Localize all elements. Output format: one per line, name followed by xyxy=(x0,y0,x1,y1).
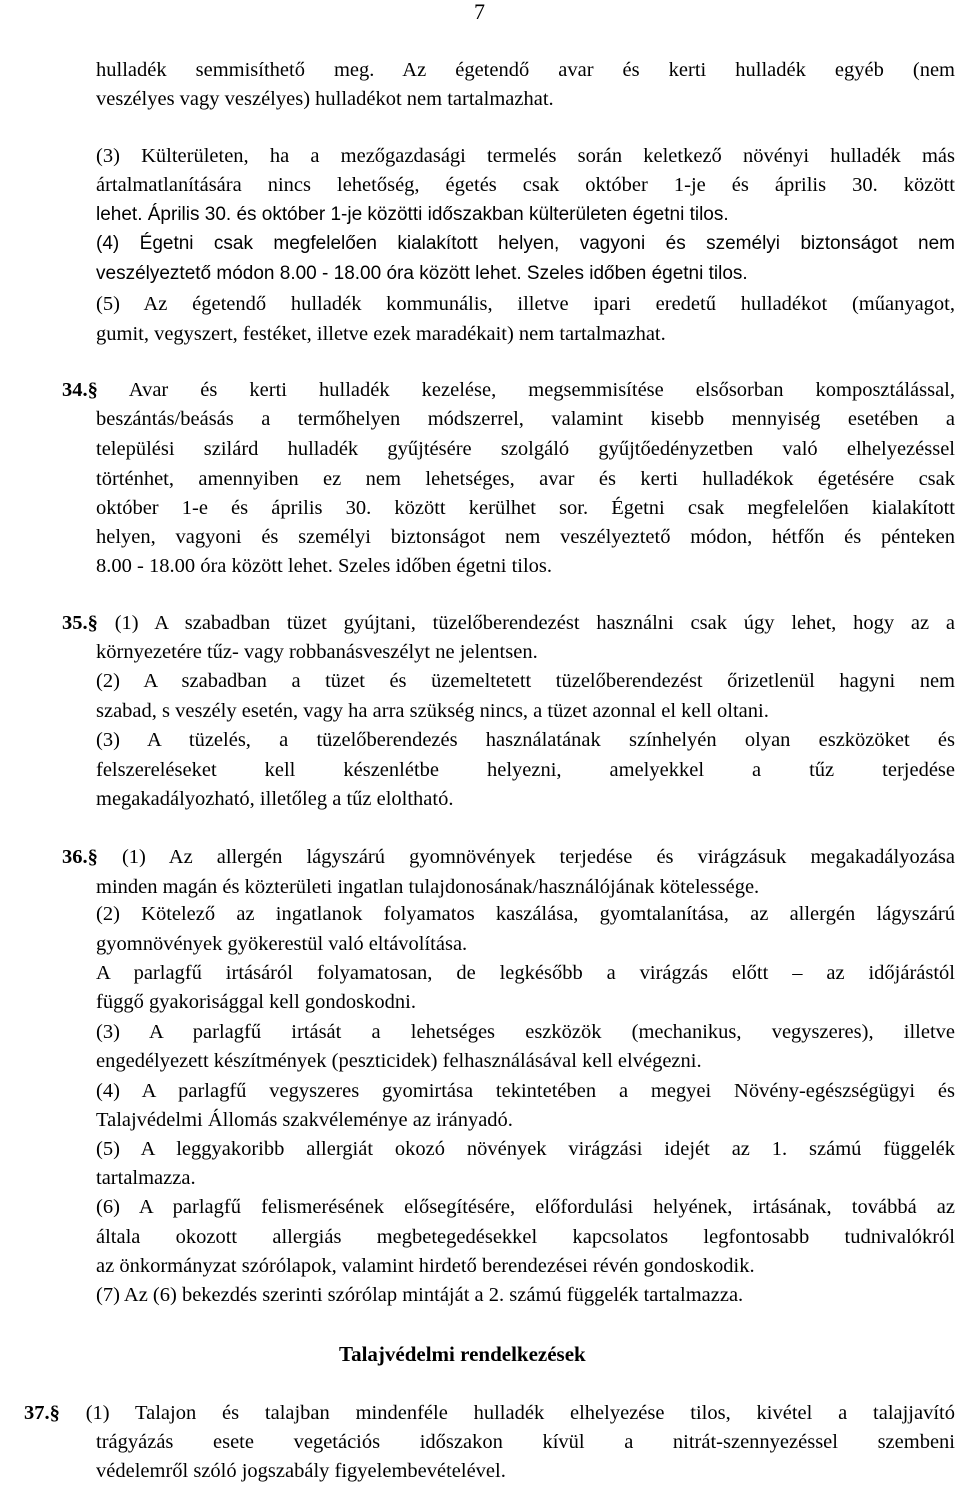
text-line xyxy=(96,669,955,693)
text-line xyxy=(96,902,955,926)
line-text: ártalmatlanítására nincs lehetőség, égetés csak október 1-je és április 30. között xyxy=(96,174,955,196)
line-text: engedélyezett készítmények (peszticidek) felhasználásával kell elvégezni. xyxy=(96,1050,702,1072)
text-line xyxy=(62,378,955,402)
text-line xyxy=(62,611,955,635)
line-text: minden magán és közterületi ingatlan tulajdonosának/használójának kötelessége. xyxy=(96,876,760,898)
line-text: (4) A parlagfű vegyszeres gyomirtása tekintetében a megyei Növény-egészségügyi és xyxy=(96,1080,955,1102)
section-number: 35.§ xyxy=(62,612,98,634)
text-line xyxy=(96,554,552,578)
text-line xyxy=(96,322,666,346)
text-line xyxy=(96,1283,743,1307)
section-number: 36.§ xyxy=(62,846,98,868)
text-line xyxy=(96,58,955,82)
line-text: beszántás/beásás a termőhelyen módszerrel, valamint kisebb mennyiség esetében a xyxy=(96,408,955,430)
line-text: gumit, vegyszert, festéket, illetve ezek maradékait) nem tartalmazhat. xyxy=(96,323,666,345)
line-text: 8.00 - 18.00 óra között lehet. Szeles időben égetni tilos. xyxy=(96,555,553,577)
text-line xyxy=(96,1108,513,1132)
text-line xyxy=(96,1137,955,1161)
text-line xyxy=(96,1166,196,1190)
text-line xyxy=(96,699,769,723)
line-text: szabad, s veszély esetén, vagy ha arra szükség nincs, a tüzet azonnal el kell oltani. xyxy=(96,700,769,722)
text-line xyxy=(96,728,955,752)
line-text: gyomnövények gyökerestül való eltávolítása. xyxy=(96,933,468,955)
line-text: az önkormányzat szórólapok, valamint hirdető berendezései révén gondoskodik. xyxy=(96,1255,755,1277)
line-text: (3) Külterületen, ha a mezőgazdasági termelés során keletkező növényi hulladék más xyxy=(96,145,955,167)
line-text: (7) Az (6) bekezdés szerinti szórólap mintáját a 2. számú függelék tartalmazza. xyxy=(96,1284,744,1306)
text-line xyxy=(96,787,453,811)
line-text: helyen, vagyoni és személyi biztonságot nem veszélyeztető módon, hétfőn és pénteken xyxy=(96,526,955,548)
line-text: függő gyakorisággal kell gondoskodni. xyxy=(96,991,416,1013)
line-text: lehet. Április 30. és október 1-je közötti időszakban külterületen égetni tilos. xyxy=(96,204,729,225)
line-text: (2) A szabadban a tüzet és üzemeltetett tüzelőberendezést őrizetlenül hagyni nem xyxy=(96,670,955,692)
line-text: tartalmazza. xyxy=(96,1167,196,1189)
line-text: trágyázás esete vegetációs időszakon kívül a nitrát-szennyezéssel szembeni xyxy=(96,1431,955,1453)
line-text: veszélyeztető módon 8.00 - 18.00 óra között lehet. Szeles időben égetni tilos. xyxy=(96,263,748,284)
line-text: Avar és kerti hulladék kezelése, megsemmisítése elsősorban komposztálással, xyxy=(128,379,955,401)
text-line xyxy=(96,875,759,899)
line-text: védelemről szóló jogszabály figyelembevételével. xyxy=(96,1460,506,1482)
line-text: (2) Kötelező az ingatlanok folyamatos kaszálása, gyomtalanítása, az allergén lágyszárú xyxy=(96,903,955,925)
text-line xyxy=(96,1254,755,1278)
text-line xyxy=(96,1079,955,1103)
line-text: Talajvédelmi rendelkezések xyxy=(339,1342,586,1366)
line-text: általa okozott allergiás megbetegedésekkel kapcsolatos legfontosabb tudnivalókról xyxy=(96,1226,955,1248)
text-line xyxy=(96,262,748,286)
line-text: (6) A parlagfű felismerésének elősegítésére, előfordulási helyének, irtásának, továbbá az xyxy=(96,1196,955,1218)
line-text: környezetére tűz- vagy robbanásveszélyt ne jelentsen. xyxy=(96,641,538,663)
line-text: veszélyes vagy veszélyes) hulladékot nem tartalmazhat. xyxy=(96,88,554,110)
text-line xyxy=(96,1195,955,1219)
line-text: (1) Talajon és talajban mindenféle hulladék elhelyezése tilos, kivétel a talajjavító xyxy=(85,1402,955,1424)
line-text: (3) A tüzelés, a tüzelőberendezés használatának színhelyén olyan eszközöket és xyxy=(96,729,955,751)
text-line xyxy=(96,407,955,431)
text-line xyxy=(96,1020,955,1044)
text-line xyxy=(96,467,955,491)
text-line xyxy=(96,232,955,256)
text-line xyxy=(96,437,955,461)
text-line xyxy=(96,1430,955,1454)
line-text: felszereléseket kell készenlétbe helyezni, amelyekkel a tűz terjedése xyxy=(96,759,955,781)
line-text: történhet, amennyiben ez nem lehetséges, avar és kerti hulladékok égetésére csak xyxy=(96,468,955,490)
line-text: (5) Az égetendő hulladék kommunális, illetve ipari eredetű hulladékot (műanyagot, xyxy=(96,293,955,315)
text-line xyxy=(62,845,955,869)
text-line xyxy=(96,87,554,111)
section-number: 34.§ xyxy=(62,379,98,401)
text-line xyxy=(96,173,955,197)
line-text: megakadályozható, illetőleg a tűz eloltható. xyxy=(96,788,454,810)
text-line xyxy=(24,1401,955,1425)
section-heading xyxy=(339,1342,586,1366)
text-line xyxy=(96,758,955,782)
text-line xyxy=(96,1225,955,1249)
text-line xyxy=(96,1049,702,1073)
text-line xyxy=(96,144,955,168)
line-text: települési szilárd hulladék gyűjtésére szolgáló gyűjtőedényzetben való elhelyezéssel xyxy=(96,438,955,460)
line-text: (1) A szabadban tüzet gyújtani, tüzelőberendezést használni csak úgy lehet, hogy az a xyxy=(114,612,956,634)
text-line xyxy=(96,932,467,956)
section-number: 37.§ xyxy=(24,1402,60,1424)
text-line xyxy=(96,203,729,227)
line-text: A parlagfű irtásáról folyamatosan, de legkésőbb a virágzás előtt – az időjárástól xyxy=(96,962,955,984)
text-line xyxy=(96,640,538,664)
text-line xyxy=(96,496,955,520)
line-text: hulladék semmisíthető meg. Az égetendő avar és kerti hulladék egyéb (nem xyxy=(96,59,955,81)
line-text: Talajvédelmi Állomás szakvéleménye az irányadó. xyxy=(96,1109,513,1131)
line-text: (5) A leggyakoribb allergiát okozó növények virágzási idejét az 1. számú függelék xyxy=(96,1138,955,1160)
text-line xyxy=(96,525,955,549)
line-text: október 1-e és április 30. között kerülhet sor. Égetni csak megfelelően kialakított xyxy=(96,497,955,519)
text-line xyxy=(96,292,955,316)
line-text: (3) A parlagfű irtását a lehetséges eszközök (mechanikus, vegyszeres), illetve xyxy=(96,1021,955,1043)
line-text: (1) Az allergén lágyszárú gyomnövények terjedése és virágzásuk megakadályozása xyxy=(121,846,956,868)
page-number: 7 xyxy=(474,0,485,24)
text-line xyxy=(96,990,416,1014)
line-text: (4) Égetni csak megfelelően kialakított helyen, vagyoni és személyi biztonságot nem xyxy=(96,233,955,254)
text-line xyxy=(96,1459,506,1483)
text-line xyxy=(96,961,955,985)
